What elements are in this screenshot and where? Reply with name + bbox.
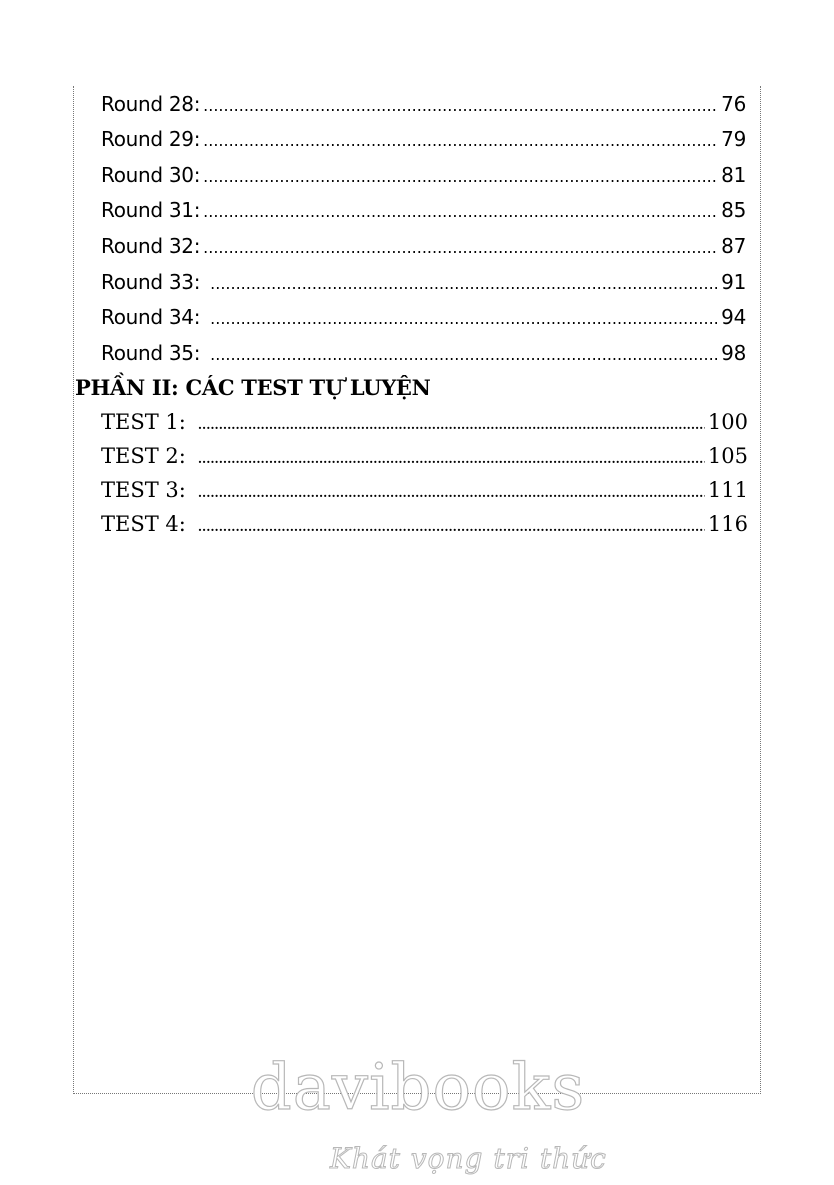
toc-entry-page: 91 [721,270,746,294]
toc-entry-page: 79 [721,127,746,151]
toc-entry-label: Round 35: [101,341,201,365]
dot-leader [198,478,705,502]
toc-entry-page: 85 [721,198,746,222]
dot-leader [203,234,718,258]
toc-entry-round-28[interactable] [101,92,746,116]
dot-leader [210,341,718,365]
toc-entry-label: Round 32: [101,234,201,258]
dot-leader [203,163,718,187]
toc-entry-label: TEST 2: [101,444,186,468]
toc-entry-page: 116 [707,512,748,536]
toc-entry-label: Round 28: [101,92,201,116]
toc-entry-round-31[interactable] [101,198,746,222]
toc-entry-round-30[interactable] [101,163,746,187]
toc-entry-round-32[interactable] [101,234,746,258]
watermark-tagline: Khát vọng tri thức [330,1142,607,1175]
dot-leader [198,410,705,434]
toc-entry-page: 111 [707,478,748,502]
toc-entry-test-3[interactable] [101,478,748,502]
toc-entry-page: 94 [721,305,746,329]
dot-leader [198,444,705,468]
toc-entry-test-2[interactable] [101,444,748,468]
toc-entry-label: TEST 1: [101,410,186,434]
dot-leader [210,305,718,329]
section-heading[interactable]: PHẦN II: CÁC TEST TỰ LUYỆN [75,375,431,400]
toc-entry-round-33[interactable] [101,270,746,294]
toc-entry-round-29[interactable] [101,127,746,151]
toc-entry-test-1[interactable] [101,410,748,434]
toc-entry-page: 81 [721,163,746,187]
dot-leader [198,512,705,536]
toc-entry-page: 105 [707,444,748,468]
toc-entry-page: 76 [721,92,746,116]
toc-entry-test-4[interactable] [101,512,748,536]
toc-entry-label: Round 30: [101,163,201,187]
toc-entry-label: TEST 4: [101,512,186,536]
toc-entry-label: TEST 3: [101,478,186,502]
toc-entry-page: 87 [721,234,746,258]
dot-leader [203,127,718,151]
toc-entry-label: Round 29: [101,127,201,151]
toc-entry-round-34[interactable] [101,305,746,329]
toc-entry-page: 98 [721,341,746,365]
toc-entry-label: Round 34: [101,305,201,329]
toc-entry-label: Round 33: [101,270,201,294]
dot-leader [203,92,718,116]
watermark-brand: davibooks [250,1051,586,1125]
dot-leader [203,198,718,222]
toc-entry-page: 100 [707,410,748,434]
dot-leader [210,270,718,294]
toc-entry-round-35[interactable] [101,341,746,365]
toc-entry-label: Round 31: [101,198,201,222]
